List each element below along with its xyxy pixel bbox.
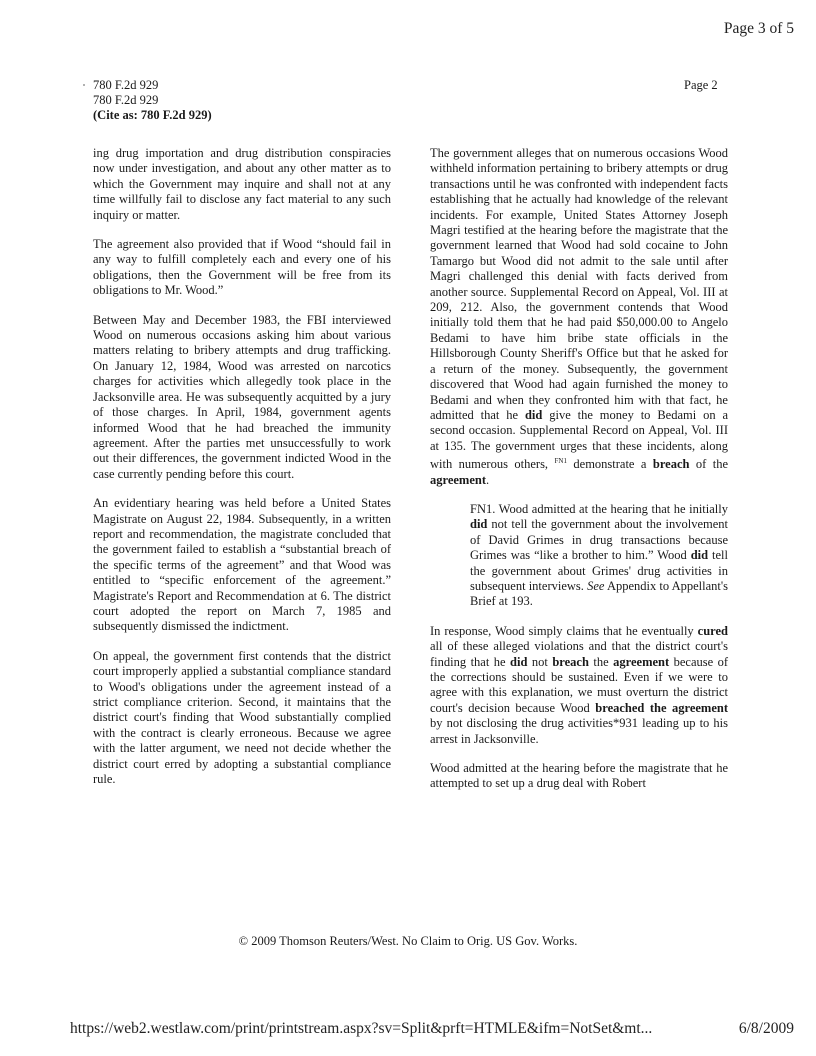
footnote: [470, 502, 728, 610]
print-url: https://web2.westlaw.com/print/printstream.aspx?sv=Split&prft=HTMLE&ifm=NotSet&mt...: [70, 1020, 653, 1037]
text-run: tell the government about Grimes' drug activities in subsequent interviews.: [470, 548, 728, 593]
paragraph: An evidentiary hearing was held before a United States Magistrate on August 22, 1984. Subsequently, in a written report and recommendation, the magistrate concluded that the government failed to establish a “substantial breach of the specific terms of the agreement” and that Wood was entitled to “specific enforcement of the agreement.” Magistrate's Report and Recommendation at 6. The district court adopted the report on March 7, 1985 and subsequently dismissed the indictment.: [93, 496, 391, 634]
left-text-column: [93, 146, 391, 801]
text-run: by not disclosing the drug activities*931 leading up to his arrest in Jacksonville.: [430, 716, 728, 746]
text-run: In response, Wood simply claims that he eventually: [430, 623, 694, 638]
paragraph: Between May and December 1983, the FBI interviewed Wood on numerous occasions asking him about various matters relating to bribery attempts and drug trafficking. On January 12, 1984, Wood was arrested on narcotics charges for activities which allegedly took place in the Jacksonville area. He was subsequently acquitted by a jury of those charges. In April, 1984, government agents informed Wood that he had breached the immunity agreement. After the parties met unsuccessfully to work out their differences, the government indicted Wood in the case currently pending before this court.: [93, 312, 391, 481]
paragraph: On appeal, the government first contends that the district court improperly applied a substantial compliance standard to Wood's obligations under the agreement instead of a strict compliance criterion. Second, it maintains that the district court's finding that Wood substantially complied with the contract is clearly erroneous. Because we agree with the latter argument, we need not decide whether the district court erred by adopting a substantial compliance rule.: [93, 648, 391, 787]
highlighted-term: did: [690, 548, 709, 563]
highlighted-term: did: [470, 517, 488, 532]
document-page-label: Page 2: [684, 78, 718, 92]
copyright-notice: © 2009 Thomson Reuters/West. No Claim to Orig. US Gov. Works.: [238, 934, 578, 948]
paragraph: [430, 624, 728, 747]
paragraph: The agreement also provided that if Wood “should fail in any way to fulfill completely each and every one of his obligations, then the Government will be free from its obligations to Mr. Wood.”: [93, 237, 391, 298]
text-run: of the: [695, 457, 729, 472]
text-run: demonstrate a: [573, 457, 647, 472]
text-run: because of the corrections should be sustained. Even if we were to agree with this explanation, we must overturn the district court's decision because Wood: [430, 654, 729, 715]
highlighted-term: agreement: [430, 472, 486, 487]
text-run: the: [593, 654, 609, 669]
text-run: give the money to Bedami on a second occasion. Supplemental Record on Appeal, Vol. III at 135. The government urges that these incidents, along with numerous others,: [430, 407, 729, 472]
text-run: Appendix to Appellant's Brief at 193.: [470, 578, 729, 609]
highlighted-term: did: [524, 407, 543, 422]
scan-speck: [83, 84, 85, 86]
paragraph: Wood admitted at the hearing before the magistrate that he attempted to set up a drug deal with Robert: [430, 761, 728, 791]
right-text-column: [430, 146, 728, 806]
citation-line: 780 F.2d 929: [93, 93, 159, 107]
highlighted-term: did: [510, 654, 528, 669]
highlighted-term: cured: [697, 623, 728, 638]
paragraph: [430, 146, 728, 488]
footnote-reference[interactable]: FN1: [554, 457, 567, 466]
signal-word: See: [587, 578, 605, 593]
text-run: all of these alleged violations and that the district court's finding that he: [430, 639, 728, 669]
highlighted-term: agreement: [613, 654, 670, 669]
citation-header: [93, 78, 212, 123]
citation-line: 780 F.2d 929: [93, 78, 159, 92]
text-run: not tell the government about the involvement of David Grimes in drug transactions because Grimes was “like a brother to him.” Wood: [470, 517, 729, 563]
highlighted-term: breach: [552, 654, 589, 669]
text-run: The government alleges that on numerous occasions Wood withheld information pertaining to bribery attempts or drug transactions until he was confronted with independent facts establishing that he actually had knowledge of the relevant incidents. For example, United States Attorney Joseph Magri testified at the hearing before the magistrate that the government learned that Wood had sold cocaine to John Tamargo but Wood did not admit to the sale until after Magri challenged this denial with facts derived from another source. Supplemental Record on Appeal, Vol. III at 209, 212. Also, the government contends that Wood initially told them that he had paid $50,000.00 to Angelo Bedami to have him bribe state officials in the Hillsborough County Sheriff's Office but that he asked for a return of the money. Subsequently, the government discovered that Wood had again furnished the money to Bedami and when they confronted him with that fact, he admitted that he: [430, 146, 728, 422]
text-run: not: [531, 654, 548, 669]
cite-as-line: (Cite as: 780 F.2d 929): [93, 108, 212, 122]
paragraph: ing drug importation and drug distribution conspiracies now under investigation, and about any other matter as to which the Government may inquire and shall not at any time willfully fail to disclose any fact material to any such inquiry or matter.: [93, 146, 391, 222]
text-run: FN1. Wood admitted at the hearing that he initially: [470, 501, 728, 516]
highlighted-term: breach: [652, 457, 690, 472]
print-date: 6/8/2009: [738, 1020, 794, 1037]
text-run: .: [486, 472, 490, 487]
page-counter: Page 3 of 5: [723, 20, 794, 37]
highlighted-term: breached the agreement: [595, 700, 728, 715]
